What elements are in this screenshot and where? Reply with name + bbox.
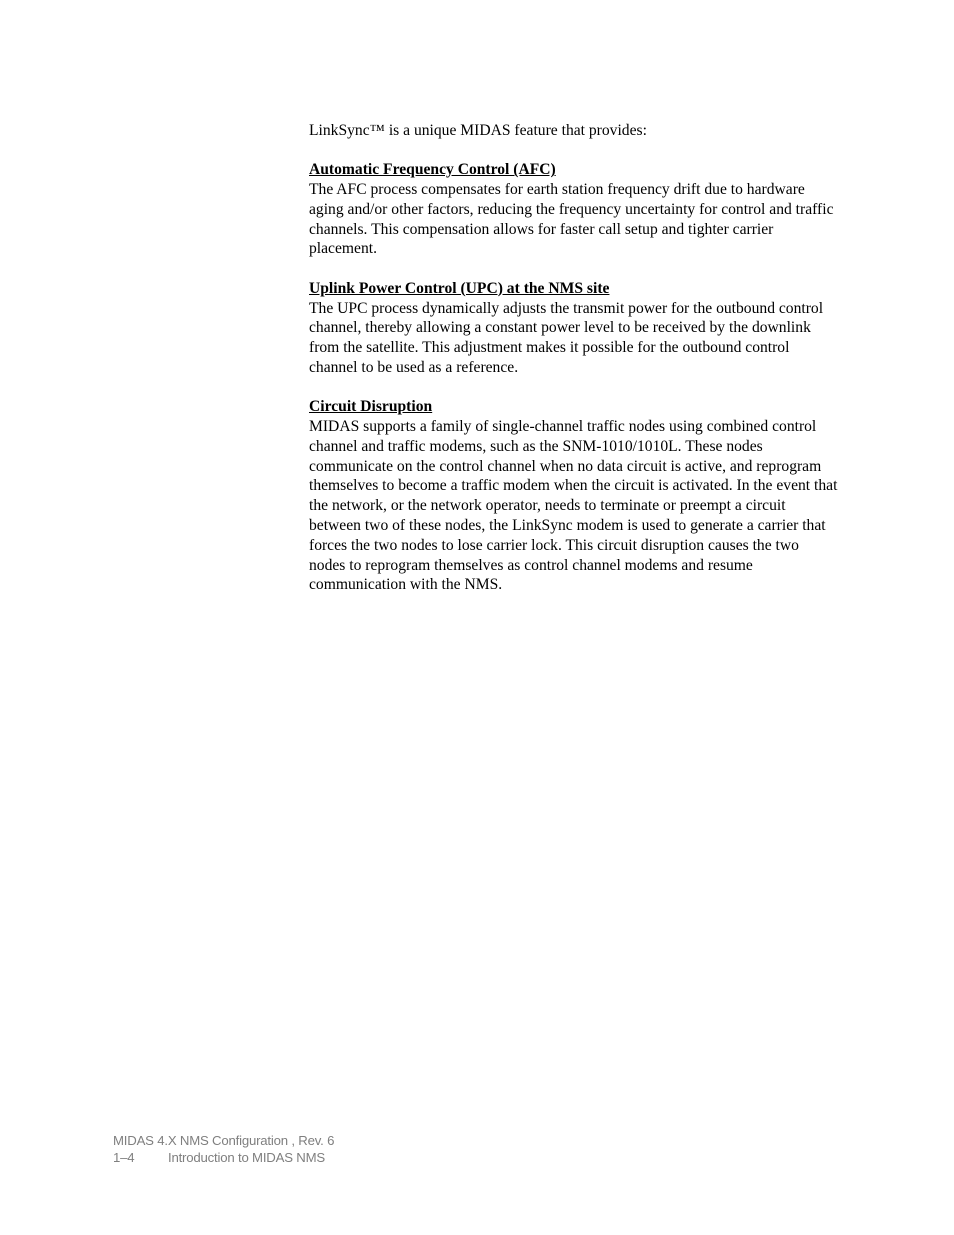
section-circuit-disruption (309, 397, 839, 595)
intro-paragraph: LinkSync™ is a unique MIDAS feature that provides: (309, 122, 647, 139)
section-heading: Uplink Power Control (UPC) at the NMS site (309, 279, 610, 297)
footer-chapter-title: Introduction to MIDAS NMS (168, 1150, 325, 1165)
section-heading: Circuit Disruption (309, 398, 433, 416)
section-heading: Automatic Frequency Control (AFC) (309, 161, 556, 179)
footer-page-number: 1–4 (113, 1150, 135, 1165)
section-body: The AFC process compensates for earth station frequency drift due to hardware aging and/or other factors, reducing the frequency uncertainty for control and traffic channels. This compensation allows for faster call setup and tighter carrier placement. (309, 181, 834, 258)
section-afc (309, 160, 839, 259)
document-body (309, 121, 839, 615)
section-body: MIDAS supports a family of single-channel traffic nodes using combined control channel and traffic modems, such as the SNM-1010/1010L. These nodes communicate on the control channel when no data circuit is active, and reprogram themselves to become a traffic modem when the circuit is activated. In the event that the network, or the network operator, needs to terminate or preempt a circuit between two of these nodes, the LinkSync modem is used to generate a carrier that forces the two nodes to lose carrier lock. This circuit disruption causes the two nodes to reprogram themselves as control channel modems and resume communication with the NMS. (309, 418, 838, 594)
section-upc (309, 279, 839, 378)
section-body: The UPC process dynamically adjusts the transmit power for the outbound control channel, thereby allowing a constant power level to be received by the downlink from the satellite. This adjustment makes it possible for the outbound control channel to be used as a reference. (309, 299, 824, 376)
footer-doc-title: MIDAS 4.X NMS Configuration , Rev. 6 (113, 1133, 335, 1148)
footer-page-info (113, 1149, 334, 1166)
page-footer (113, 1132, 334, 1166)
